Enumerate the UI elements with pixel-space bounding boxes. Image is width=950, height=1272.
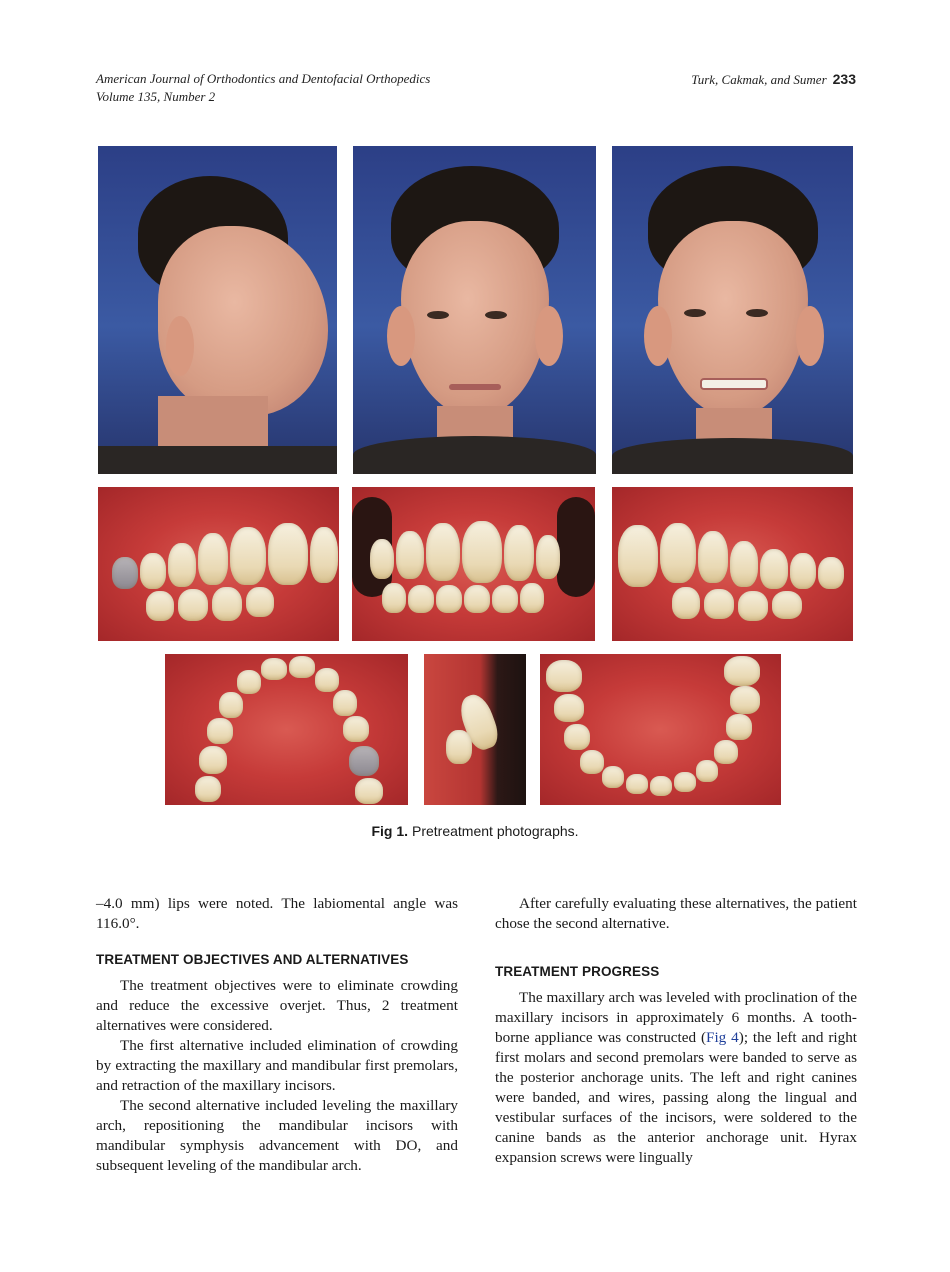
- paragraph: –4.0 mm) lips were noted. The labiomental angle was 116.0°.: [96, 895, 458, 932]
- left-column: [96, 894, 458, 1176]
- author-names: Turk, Cakmak, and Sumer: [691, 72, 827, 87]
- frontal-photo: [353, 146, 596, 474]
- frontal-intraoral-photo: [352, 487, 595, 641]
- left-buccal-photo: [612, 487, 853, 641]
- paragraph: [495, 988, 857, 1168]
- paragraph: The second alternative included leveling the maxillary arch, repositioning the mandibular incisors with mandibular symphysis advancement with DO, and subsequent leveling of the mandibular arch.: [96, 1097, 458, 1174]
- paragraph-text: ); the left and right first molars and second premolars were banded to serve as the posterior anchorage units. The left and right canines were banded, and wires, passing along the lingual and vestibular surfaces of the incisors, were soldered to the canine bands as the anterior anchorage unit. Hyrax expansion screws were lingually: [495, 1029, 858, 1166]
- section-heading: TREATMENT OBJECTIVES AND ALTERNATIVES: [96, 952, 409, 967]
- running-header-right: [691, 70, 856, 89]
- paragraph: The treatment objectives were to eliminate crowding and reduce the excessive overjet. Thus, 2 treatment alternatives were considered.: [96, 977, 458, 1034]
- paragraph: After carefully evaluating these alternatives, the patient chose the second alternative.: [495, 895, 857, 932]
- running-header-left: [96, 70, 430, 106]
- figure-link[interactable]: Fig 4: [706, 1029, 739, 1046]
- journal-volume: Volume 135, Number 2: [96, 89, 216, 104]
- paragraph: The first alternative included elimination of crowding by extracting the maxillary and mandibular first premolars, and retraction of the maxillary incisors.: [96, 1037, 458, 1094]
- smiling-photo: [612, 146, 853, 474]
- section-heading: TREATMENT PROGRESS: [495, 964, 660, 979]
- figure-label: Fig 1.: [371, 823, 408, 839]
- paragraph-text: The maxillary arch was leveled with proclination of the maxillary incisors in approximately 6 months. A tooth-borne appliance was constructed (: [495, 989, 857, 1046]
- right-buccal-photo: [98, 487, 339, 641]
- figure-caption: [0, 823, 950, 839]
- lateral-incisor-photo: [424, 654, 526, 805]
- mandibular-occlusal-photo: [540, 654, 781, 805]
- profile-photo: [98, 146, 337, 474]
- journal-name: American Journal of Orthodontics and Dentofacial Orthopedics: [96, 71, 431, 86]
- figure-caption-text: Pretreatment photographs.: [412, 823, 579, 839]
- right-column: [495, 894, 857, 1168]
- maxillary-occlusal-photo: [165, 654, 408, 805]
- page-number: 233: [832, 71, 856, 87]
